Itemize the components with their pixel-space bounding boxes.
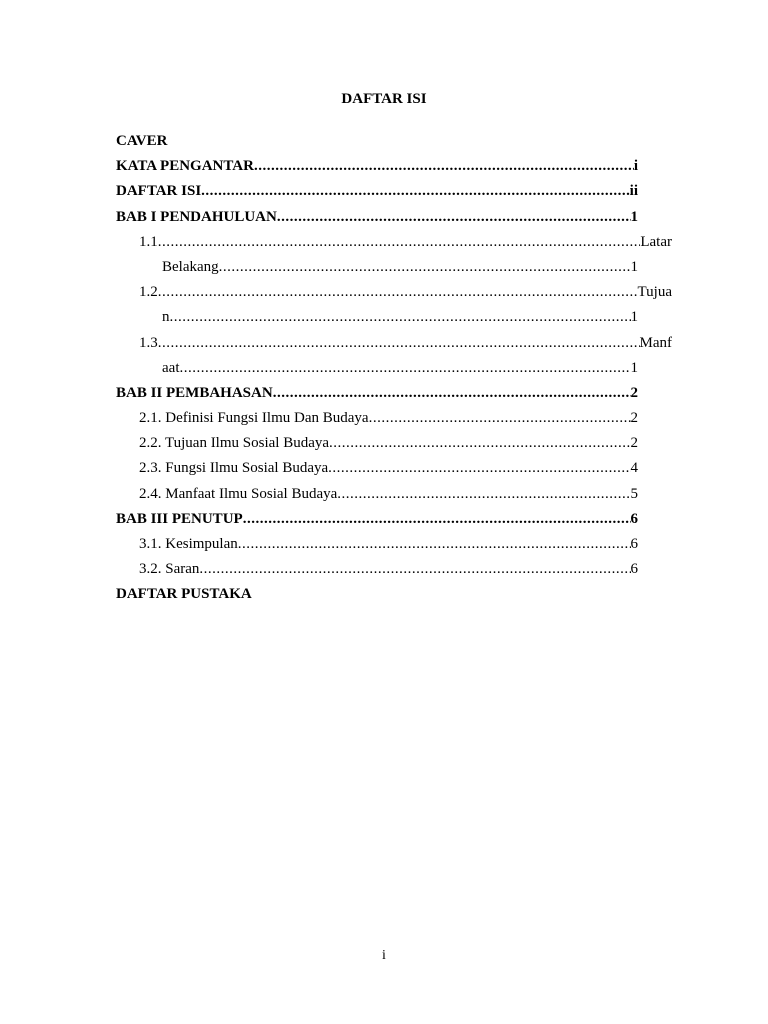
toc-entry-label: DAFTAR PUSTAKA — [116, 586, 252, 603]
toc-entry-page: Latar — [640, 233, 672, 250]
toc-entry-bab-3 — [116, 509, 638, 534]
toc-entry-page: Manf — [639, 334, 672, 351]
toc-entry-page: 1 — [630, 208, 638, 225]
leader-dots — [243, 509, 631, 529]
toc-entry-page: 1 — [630, 258, 638, 275]
toc-entry-label: 3.2. Saran — [139, 561, 200, 578]
toc-entry-label: 2.1. Definisi Fungsi Ilmu Dan Budaya — [139, 410, 369, 427]
toc-entry-daftar-pustaka — [116, 584, 638, 609]
leader-dots — [369, 408, 631, 428]
toc-entry-page: 2 — [630, 410, 638, 427]
leader-dots — [254, 156, 634, 176]
leader-dots — [219, 257, 631, 277]
toc-entry-2-1 — [116, 408, 638, 433]
toc-entry-1-2-cont — [116, 307, 638, 332]
toc-entry-label: 1.2 — [139, 284, 158, 301]
toc-entry-1-1-cont — [116, 257, 638, 282]
toc-entry-page: 2 — [630, 384, 638, 401]
leader-dots — [179, 358, 630, 378]
toc-entry-page: 2 — [630, 435, 638, 452]
leader-dots — [328, 458, 630, 478]
toc-entry-1-3-cont — [116, 358, 638, 383]
toc-entry-label: n — [162, 309, 170, 326]
toc-entry-label: KATA PENGANTAR — [116, 158, 254, 175]
toc-entry-label: CAVER — [116, 133, 168, 149]
toc-entry-page: 6 — [630, 536, 638, 552]
toc-entry-kata-pengantar — [116, 156, 638, 181]
toc-entry-2-4 — [116, 484, 638, 509]
page-title: DAFTAR ISI — [341, 91, 427, 107]
leader-dots — [273, 383, 631, 403]
toc-entry-page: i — [633, 158, 638, 175]
leader-dots — [158, 282, 638, 302]
leader-dots — [201, 181, 630, 201]
leader-dots — [329, 433, 630, 453]
toc-entry-label: 1.1 — [139, 233, 158, 250]
toc-entry-2-3 — [116, 458, 638, 483]
toc-entry-label: 2.3. Fungsi Ilmu Sosial Budaya — [139, 460, 329, 477]
leader-dots — [170, 307, 631, 327]
toc-entry-1-3 — [116, 333, 672, 358]
toc-entry-page: 1 — [630, 359, 638, 376]
toc-entry-label: 1.3 — [139, 334, 158, 351]
toc-entry-2-2 — [116, 433, 638, 458]
leader-dots — [199, 559, 630, 579]
toc-entry-page: ii — [629, 183, 638, 200]
leader-dots — [158, 333, 640, 353]
toc-entry-1-1 — [116, 232, 672, 257]
toc-entry-label: 3.1. Kesimpulan — [139, 536, 238, 552]
toc-entry-bab-1 — [116, 207, 638, 232]
toc-entry-label: Belakang — [162, 258, 219, 275]
toc-entry-label: DAFTAR ISI — [116, 183, 202, 200]
toc-entry-label: BAB II PEMBAHASAN — [116, 384, 273, 401]
toc-entry-3-1 — [116, 534, 638, 559]
toc-entry-label: 2.2. Tujuan Ilmu Sosial Budaya — [139, 435, 330, 452]
page-number: i — [382, 948, 386, 963]
toc-entry-1-2 — [116, 282, 672, 307]
toc-entry-label: aat — [162, 359, 180, 376]
toc-entry-caver — [116, 131, 638, 156]
leader-dots — [337, 484, 630, 504]
toc-entry-3-2 — [116, 559, 638, 584]
toc-entry-label: BAB I PENDAHULUAN — [116, 208, 277, 225]
toc-entry-page: 4 — [630, 460, 638, 477]
leader-dots — [158, 232, 641, 252]
leader-dots — [238, 534, 631, 554]
toc-entry-label: BAB III PENUTUP — [116, 510, 243, 527]
toc-entry-label: 2.4. Manfaat Ilmu Sosial Budaya — [139, 485, 338, 502]
toc-entry-page: 6 — [630, 510, 638, 527]
toc-entry-daftar-isi — [116, 181, 638, 206]
leader-dots — [277, 207, 631, 227]
toc-entry-page: 1 — [630, 309, 638, 326]
toc-entry-bab-2 — [116, 383, 638, 408]
toc-entry-page: 5 — [630, 485, 638, 502]
toc-entry-page: 6 — [630, 561, 638, 578]
toc-entry-page: Tujua — [637, 284, 672, 301]
table-of-contents — [116, 131, 672, 610]
